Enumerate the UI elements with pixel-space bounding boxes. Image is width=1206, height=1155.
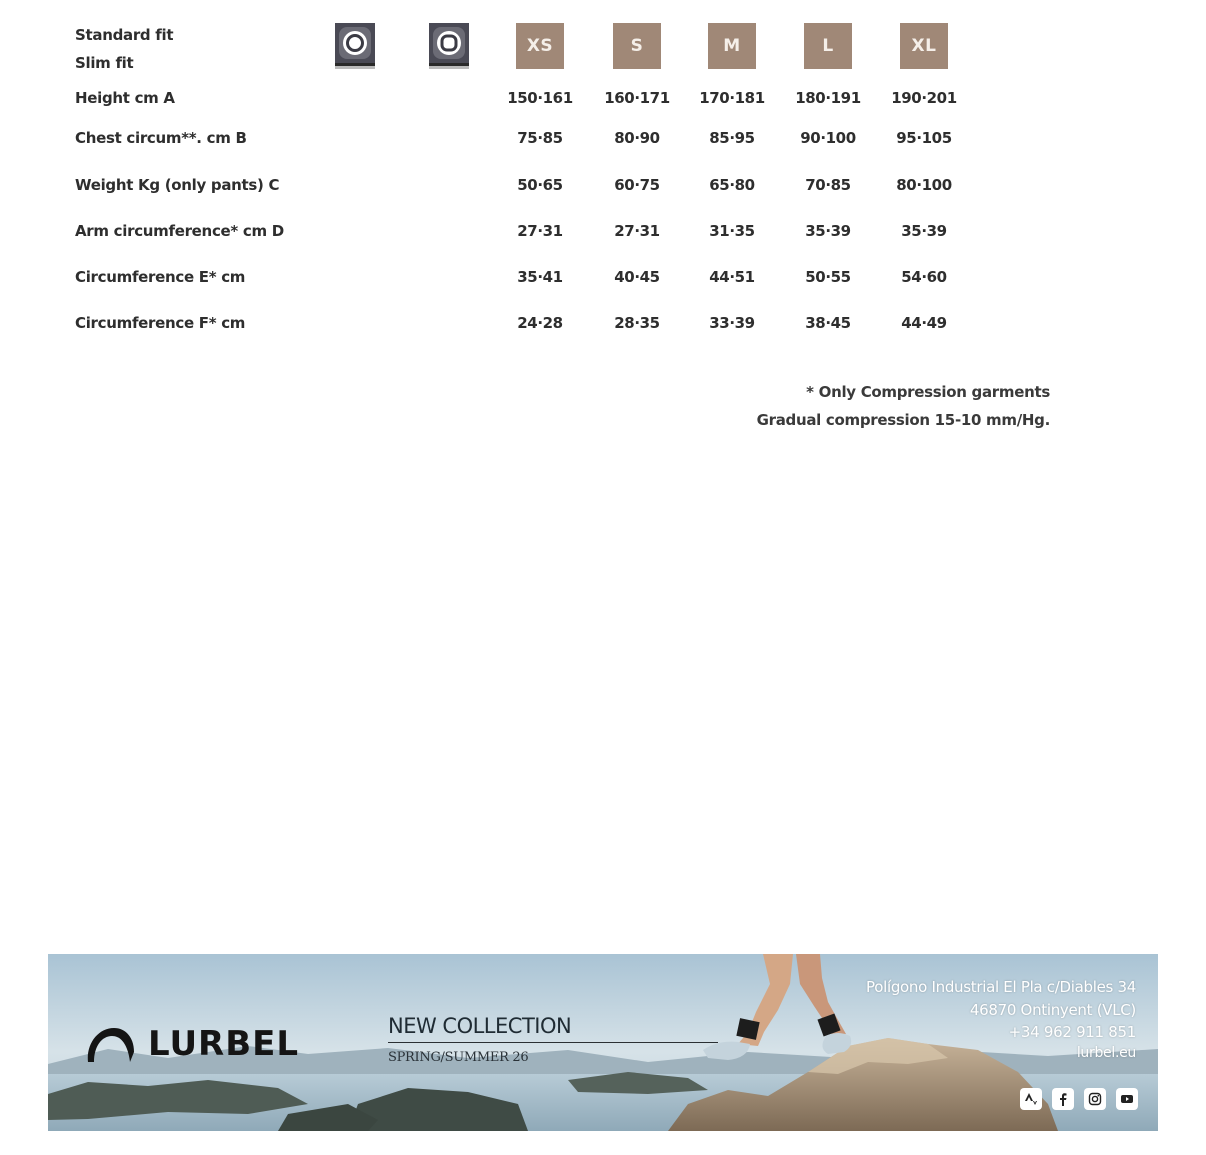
table-cell: 190·201 [891, 89, 957, 107]
table-cell: 27·31 [517, 222, 563, 240]
social-links [1020, 1088, 1138, 1110]
brand-name: LURBEL [148, 1024, 300, 1064]
table-cell: 160·171 [604, 89, 670, 107]
table-cell: 85·95 [709, 129, 755, 147]
compression-note: * Only Compression garments [806, 383, 1050, 401]
table-cell: 38·45 [805, 314, 851, 332]
table-cell: 35·41 [517, 268, 563, 286]
size-header-xl: XL [900, 23, 948, 69]
table-cell: 95·105 [896, 129, 952, 147]
table-cell: 150·161 [507, 89, 573, 107]
collection-divider [388, 1042, 718, 1043]
row-label-arm: Arm circumference* cm D [75, 222, 284, 240]
size-chart-table [0, 0, 1206, 360]
address-city: 46870 Ontinyent (VLC) [969, 1001, 1136, 1019]
row-label-circumference-f: Circumference F* cm [75, 314, 246, 332]
table-cell: 31·35 [709, 222, 755, 240]
table-cell: 44·51 [709, 268, 755, 286]
row-label-chest: Chest circum**. cm B [75, 129, 247, 147]
table-cell: 180·191 [795, 89, 861, 107]
table-cell: 40·45 [614, 268, 660, 286]
table-cell: 44·49 [901, 314, 947, 332]
youtube-icon[interactable] [1116, 1088, 1138, 1110]
facebook-icon[interactable] [1052, 1088, 1074, 1110]
size-header-m: M [708, 23, 756, 69]
row-label-weight: Weight Kg (only pants) C [75, 176, 280, 194]
table-cell: 50·65 [517, 176, 563, 194]
collection-title: NEW COLLECTION [388, 1014, 572, 1038]
standard-fit-label: Standard fit [75, 26, 174, 44]
table-cell: 80·100 [896, 176, 952, 194]
table-cell: 35·39 [805, 222, 851, 240]
table-cell: 27·31 [614, 222, 660, 240]
size-header-xs: XS [516, 23, 564, 69]
collection-banner [48, 954, 1158, 1131]
phone-number[interactable]: +34 962 911 851 [1008, 1023, 1136, 1041]
instagram-icon[interactable] [1084, 1088, 1106, 1110]
collection-subtitle: SPRING/SUMMER 26 [388, 1050, 529, 1065]
row-label-height: Height cm A [75, 89, 175, 107]
table-cell: 28·35 [614, 314, 660, 332]
table-cell: 65·80 [709, 176, 755, 194]
table-cell: 70·85 [805, 176, 851, 194]
table-cell: 90·100 [800, 129, 856, 147]
gradual-compression-note: Gradual compression 15-10 mm/Hg. [756, 411, 1050, 429]
slim-fit-label: Slim fit [75, 54, 134, 72]
table-cell: 33·39 [709, 314, 755, 332]
table-cell: 54·60 [901, 268, 947, 286]
slim-fit-icon [429, 23, 469, 69]
table-cell: 80·90 [614, 129, 660, 147]
table-cell: 170·181 [699, 89, 765, 107]
strava-icon[interactable] [1020, 1088, 1042, 1110]
address-line: Polígono Industrial El Pla c/Diables 34 [866, 978, 1136, 996]
size-header-l: L [804, 23, 852, 69]
standard-fit-icon [335, 23, 375, 69]
row-label-circumference-e: Circumference E* cm [75, 268, 246, 286]
size-header-s: S [613, 23, 661, 69]
table-cell: 35·39 [901, 222, 947, 240]
table-cell: 75·85 [517, 129, 563, 147]
table-cell: 24·28 [517, 314, 563, 332]
lurbel-logo-icon [84, 1024, 136, 1064]
table-cell: 60·75 [614, 176, 660, 194]
lurbel-logo [84, 1024, 299, 1064]
website-link[interactable]: lurbel.eu [1076, 1045, 1136, 1061]
table-cell: 50·55 [805, 268, 851, 286]
